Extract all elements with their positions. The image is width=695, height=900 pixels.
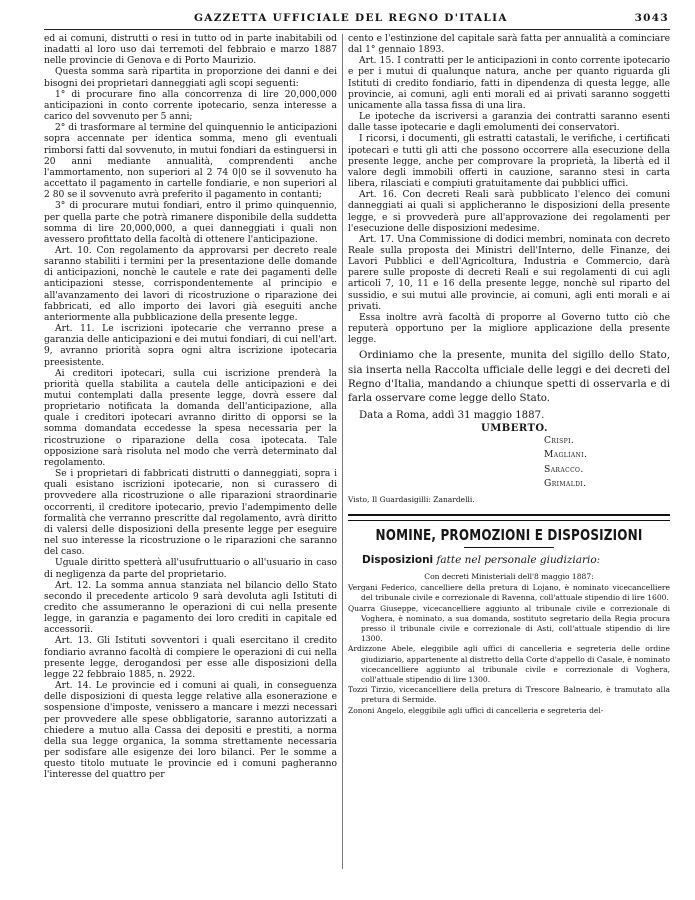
paragraph: I ricorsi, i documenti, gli estratti catastali, le verifiche, i certificati ipotecari e tutti gli atti che possono occorrere alla esecuzione della presente legge, anche per comprovare la proprietà, la libertà ed il valore degli immobili offerti in cauzione, saranno stesi in carta libera, rilasciati e compiuti gratuitamente dai pubblici uffici. [348,134,670,190]
paragraph: Art. 13. Gli Istituti sovventori i quali esercitano il credito fondiario avranno facoltà di compiere le operazioni di cui nella presente legge, derogandosi per esse alle disposizioni della legge 22 febbraio 1885, n. 2922. [44,636,337,680]
dateline: Data a Roma, addì 31 maggio 1887. [359,409,545,421]
paragraph: 1° di procurare fino alla concorrenza di lire 20,000,000 anticipazioni in conto corrente ipotecario, senza interesse a carico del sovvenuto per 5 anni; [44,89,337,123]
section-title: NOMINE, PROMOZIONI E DISPOSIZIONI [375,525,643,544]
paragraph: Art. 16. Con decreti Reali sarà pubblicato l'elenco dei comuni danneggiati ai quali si applicheranno le disposizioni della presente legge, e si provvederà pure all'approvazione dei regolamenti per l'esecuzione delle disposizioni medesime. [348,190,670,234]
paragraph: Le ipoteche da iscriversi a garanzia dei contratti saranno esenti dalle tasse ipotecarie e dagli emolumenti dei conservatori. [348,112,670,134]
list-item: Tozzi Tirzio, vicecancelliere della pretura di Trescore Balneario, è tramutato alla pretura di Sermide. [348,685,670,705]
paragraph: Questa somma sarà ripartita in proporzione dei danni e dei bisogni dei proprietari danneggiati agli scopi seguenti: [44,67,337,89]
list-item: Ardizzone Abele, eleggibile agli uffici di cancelleria e segreteria delle ordine giudiziario, appartenente al distretto della Corte d'appello di Casale, è nominato vicecancelliere aggiunto al tribunale civile e correzionale di Voghera, coll'attuale stipendio di lire 1300. [348,644,670,685]
paragraph: Art. 11. Le iscrizioni ipotecarie che verranno prese a garanzia delle anticipazioni e dei mutui fondiari, di cui nell'art. 9, avranno priorità sopra ogni altra iscrizione ipotecaria preesistente. [44,324,337,368]
minister-signature: Magliani. [544,449,588,461]
paragraph: Art. 14. Le provincie ed i comuni ai quali, in conseguenza delle disposizioni di questa legge relative alla esonerazione e sospensione d'imposte, venissero a mancare i mezzi necessari per provvedere alle spese obbligatorie, saranno autorizzati a chiedere a mutuo alla Cassa dei depositi e prestiti, a norma della sua legge organica, la somma strettamente necessaria per sodisfare alle esigenze dei loro bilanci. Per le somme a questo titolo mutuate le provincie ed i comuni pagheranno l'interesse del quattro per [44,681,337,781]
left-column [44,34,337,869]
header-rule [44,29,670,30]
paragraph: 2° di trasformare al termine del quinquennio le anticipazioni sopra accennate per identica somma, meno gli eventuali rimborsi fatti dal sovvenuto, in mutui fondiari da estinguersi in 20 anni mediante annualità, comprendenti anche l'ammortamento, non superiori al 2 74 0|0 se il sovvenuto ha accettato il pagamento in cartelle fondiarie, e non superiori al 2 80 se il sovvenuto avrà preferito il pagamento in contanti; [44,123,337,201]
paragraph: Ai creditori ipotecari, sulla cui iscrizione prenderà la priorità quella stabilita a cautela delle anticipazioni e dei mutui contemplati dalla presente legge, dovrà essere dal proprietario notificata la domanda dell'anticipazione, alla quale i creditori ipotecari avranno diritto di opporsi se la somma domandata eccedesse la spesa necessaria per la ricostruzione o riparazione della cosa ipotecata. Tale opposizione sarà risoluta nel modo che verrà determinato dal regolamento. [44,368,337,468]
decree-intro: Con decreti Ministeriali dell'8 maggio 1887: [424,572,594,582]
column-divider [342,34,343,869]
paragraph: Essa inoltre avrà facoltà di proporre al Governo tutto ciò che reputerà opportuno per la migliore applicazione della presente legge. [348,312,670,346]
gazette-title: GAZZETTA UFFICIALE DEL REGNO D'ITALIA [194,12,508,24]
list-item: Zononi Angelo, eleggibile agli uffici di cancelleria e segreteria del- [348,705,604,715]
ministers-signatures [544,434,670,492]
paragraph: ed ai comuni, distrutti o resi in tutto od in parte inabitabili od inadatti al loro uso dai terremoti del febbraio e marzo 1887 nelle provincie di Genova e di Porto Maurizio. [44,34,337,67]
minister-signature: Saracco. [544,463,584,475]
page-header [44,12,669,28]
dispositions-list [348,572,670,716]
paragraph: Art. 12. La somma annua stanziata nel bilancio dello Stato secondo il precedente articolo 9 sarà devoluta agli Istituti di credito che assumeranno le operazioni di cui nella presente legge, in garanzia e pagamento dei loro crediti in capitale ed accessorii. [44,580,337,636]
minister-signature: Crispi. [544,434,575,446]
paragraph: 3° di procurare mutui fondiari, entro il primo quinquennio, per quella parte che potrà rimanere disponibile della suddetta somma di lire 20,000,000, a quei danneggiati i quali non avessero profittato della facoltà di ottenere l'anticipazione. [44,201,337,245]
paragraph: Art. 15. I contratti per le anticipazioni in conto corrente ipotecario e per i mutui di qualunque natura, anche per quanto riguarda gli Istituti di credito fondiario, fatti in dipendenza di questa legge, alle provincie, ai comuni, agli enti morali ed ai privati saranno soggetti unicamente alla tassa fissa di una lira. [348,56,670,111]
paragraph: Art. 10. Con regolamento da approvarsi per decreto reale saranno stabiliti i termini per la presentazione delle domande di anticipazioni, nonchè le cautele e rate dei pagamenti delle anticipazioni stesse, corrispondentemente al principio e all'avanzamento dei lavori di ricostruzione o riparazione dei fabbricati, ed allo importo dei lavori già eseguiti anche anteriormente alla pubblicazione della presente legge. [44,245,337,323]
right-column [348,34,670,716]
page-number: 3043 [634,12,669,24]
dispositions-heading-bold: Disposizioni [362,553,434,566]
paragraph: Se i proprietari di fabbricati distrutti o danneggiati, sopra i quali esistano iscrizioni ipotecarie, non si curassero di provvedere alla ricostruzione o alle riparazioni straordinarie occorrenti, il creditore ipotecario, previo l'adempimento delle formalità che verranno prescritte dal regolamento, avrà diritto di valersi delle disposizioni della presente legge per eseguire nel suo interesse la ricostruzione o le riparazioni che saranno del caso. [44,469,337,558]
dispositions-heading-italic: fatte nel personale giudiziario: [436,553,601,566]
paragraph: cento e l'estinzione del capitale sarà fatta per annualità a cominciare dal 1° gennaio 1893. [348,34,670,56]
minister-signature: Grimaldi. [544,478,587,490]
visto-line: Visto, Il Guardasigilli: Zanardelli. [348,494,475,504]
dispositions-heading [362,555,670,566]
paragraph: Uguale diritto spetterà all'usufruttuario o all'usuario in caso di negligenza da parte del proprietario. [44,558,337,580]
list-item: Vergani Federico, cancelliere della pretura di Lojano, è nominato vicecancelliere del tribunale civile e correzionale di Ravenna, coll'attuale stipendio di lire 1600. [348,583,670,603]
section-separator [348,514,670,521]
list-item: Quarra Giuseppe, vicecancelliere aggiunto al tribunale civile e correzionale di Voghera, è nominato, a sua domanda, sostituto segretario della Regia procura presso il tribunale civile e correzionale di Asti, coll'attuale stipendio di lire 1300. [348,603,670,644]
enactment-clause [348,349,670,406]
paragraph: Art. 17. Una Commissione di dodici membri, nominata con decreto Reale sulla proposta dei Ministri dell'Interno, delle Finanze, dei Lavori Pubblici e dell'Agricoltura, Industria e Commercio, darà parere sulle proposte di decreti Reali e sui regolamenti di cui agli articoli 7, 10, 11 e 16 della presente legge, nonchè sul riparto del sussidio, e sui mutui alle provincie, ai comuni, agli enti morali e ai privati. [348,234,670,312]
king-signature: UMBERTO. [480,422,549,434]
section-title-underline [464,547,554,548]
enactment-text: Ordiniamo che la presente, munita del sigillo dello Stato, sia inserta nella Raccolta ufficiale delle leggi e dei decreti del Regno d'Italia, mandando a chiunque spetti di osservarla e di farla osservare come legge dello Stato. [348,350,670,405]
